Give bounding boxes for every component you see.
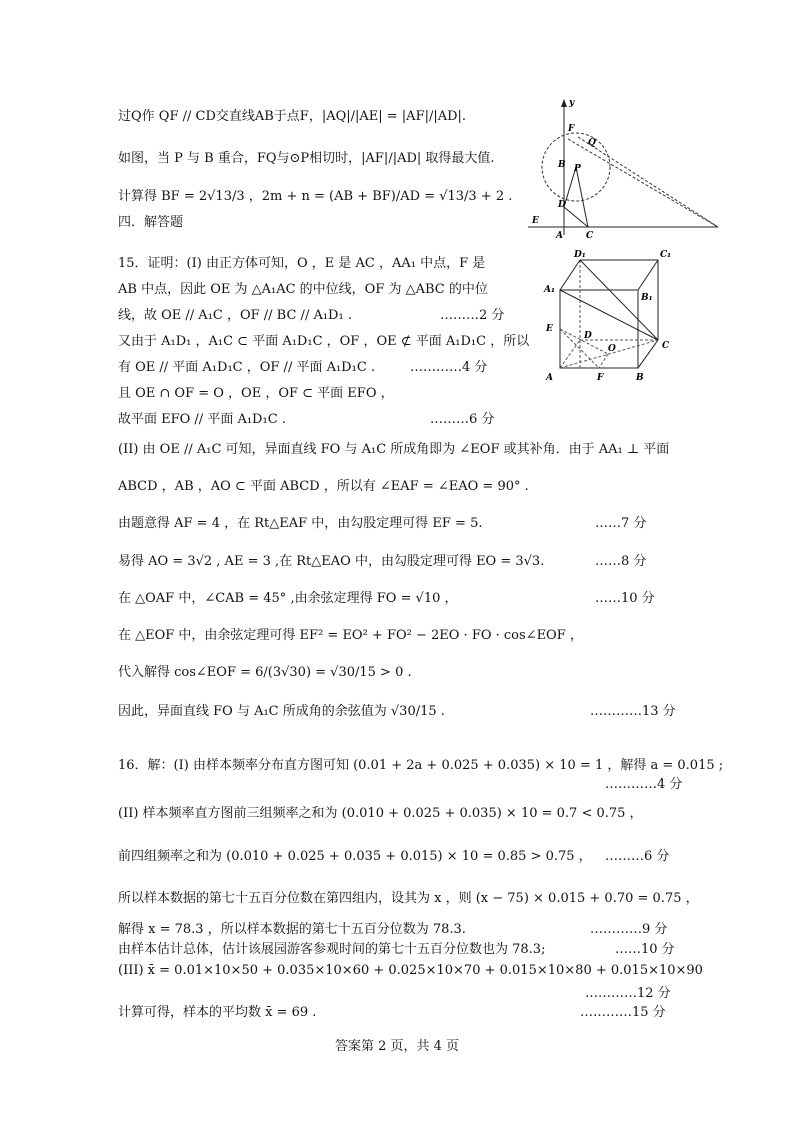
p16-line-8: 计算可得，样本的平均数 x̄ = 69 . [118,1005,317,1020]
p15-line-14: 代入解得 cos∠EOF = 6/(3√30) = √30/15 > 0 . [118,665,412,680]
p15-line-9: ABCD ，AB ，AO ⊂ 平面 ABCD ，所以有 ∠EAF = ∠EAO = 90° . [118,479,529,494]
page-footer: 答案第 2 页，共 4 页 [334,1039,460,1054]
score-label: …………9 分 [590,922,668,937]
fig-label: B₁ [641,293,653,303]
p15-line-12: 在 △OAF 中，∠CAB = 45° ,由余弦定理得 FO = √10 ， [118,591,458,606]
cube-figure [540,248,680,388]
score-label: ………2 分 [440,308,505,323]
score-label: ………6 分 [605,849,670,864]
fig-label: D [558,200,566,210]
fig-label: C [586,231,594,240]
p15-line-15: 因此，异面直线 FO 与 A₁C 所成角的余弦值为 √30/15 . [118,704,445,719]
p15-line-10: 由题意得 AF = 4 ，在 Rt△EAF 中，由勾股定理可得 EF = 5. [118,516,483,531]
p16-line-2: (II) 样本频率直方图前三组频率之和为 (0.010 + 0.025 + 0.035) × 10 = 0.7 < 0.75 ， [118,806,643,821]
fig-label: F [568,124,575,134]
score-label: ………6 分 [430,412,495,427]
fig-label: D [584,331,592,341]
fig-label: O [608,344,616,354]
score-label: …………12 分 [585,986,671,1001]
score-label: ……10 分 [615,942,675,957]
p15-line-4: 又由于 A₁D₁ ，A₁C ⊂ 平面 A₁D₁C ，OF ，OE ⊄ 平面 A₁D₁C ，所以 [118,334,530,349]
fig-label: C [662,341,670,351]
fig-label: A [556,231,563,240]
p15-line-5: 有 OE // 平面 A₁D₁C ，OF // 平面 A₁D₁C . [118,360,376,375]
p14-line-1: 过Q作 QF // CD交直线AB于点F，|AQ|/|AE| = |AF|/|AD|. [118,109,467,124]
fig-label: A [546,373,553,383]
p16-line-3: 前四组频率之和为 (0.010 + 0.025 + 0.035 + 0.015) × 10 = 0.85 > 0.75 ， [118,849,592,864]
score-label: …………4 分 [605,777,683,792]
p16-line-7: (III) x̄ = 0.01×10×50 + 0.035×10×60 + 0.025×10×70 + 0.015×10×80 + 0.015×10×90 [118,963,703,978]
fig-label: A₁ [544,285,555,295]
circle-tangent-figure [528,95,723,240]
p14-line-4: 四．解答题 [118,215,184,230]
p15-line-1: 15．证明：(I) 由正方体可知，O ，E 是 AC ，AA₁ 中点，F 是 [118,256,486,271]
score-label: …………13 分 [590,704,676,719]
p14-line-3: 计算得 BF = 2√13/3 ，2m + n = (AB + BF)/AD = √13/3 + 2 . [118,189,513,204]
fig-label: Q [588,138,596,148]
fig-label: D₁ [574,250,586,260]
p15-line-11: 易得 AO = 3√2 , AE = 3 ,在 Rt△EAO 中，由勾股定理可得 EO = 3√3. [118,554,545,569]
p16-line-6: 由样本估计总体，估计该展园游客参观时间的第七十五百分位数也为 78.3; [118,942,546,957]
fig-label: y [569,98,575,108]
fig-label: E [532,216,539,226]
p16-line-5: 解得 x = 78.3 ，所以样本数据的第七十五百分位数为 78.3. [118,922,466,937]
fig-label: F [597,373,604,383]
p16-line-4: 所以样本数据的第七十五百分位数在第四组内，设其为 x ，则 (x − 75) × 0.015 + 0.70 = 0.75 ， [118,891,699,906]
p15-line-13: 在 △EOF 中，由余弦定理可得 EF² = EO² + FO² − 2EO · FO · cos∠EOF ， [118,628,583,643]
p14-line-2: 如图，当 P 与 B 重合，FQ与⊙P相切时，|AF|/|AD| 取得最大值. [118,151,495,166]
p15-line-2: AB 中点，因此 OE 为 △A₁AC 的中位线，OF 为 △ABC 的中位 [118,282,488,297]
p15-line-7: 故平面 EFO // 平面 A₁D₁C . [118,412,286,427]
fig-label: P [574,164,581,174]
score-label: ……10 分 [595,591,655,606]
p16-line-1: 16．解：(I) 由样本频率分布直方图可知 (0.01 + 2a + 0.025 + 0.035) × 10 = 1 ，解得 a = 0.015 ; [118,758,724,773]
score-label: …………4 分 [410,360,488,375]
score-label: ……8 分 [595,554,647,569]
p15-line-6: 且 OE ∩ OF = O ，OE ，OF ⊂ 平面 EFO ， [118,386,394,401]
fig-label: B [636,373,644,383]
p15-line-8: (II) 由 OE // A₁C 可知，异面直线 FO 与 A₁C 所成角即为 ∠EOF 或其补角．由于 AA₁ ⊥ 平面 [118,442,670,457]
score-label: …………15 分 [580,1005,666,1020]
fig-label: B [558,160,566,170]
fig-label: C₁ [660,250,672,260]
p15-line-3: 线，故 OE // A₁C ，OF // BC // A₁D₁ . [118,308,352,323]
fig-label: E [546,324,553,334]
score-label: ……7 分 [595,516,647,531]
